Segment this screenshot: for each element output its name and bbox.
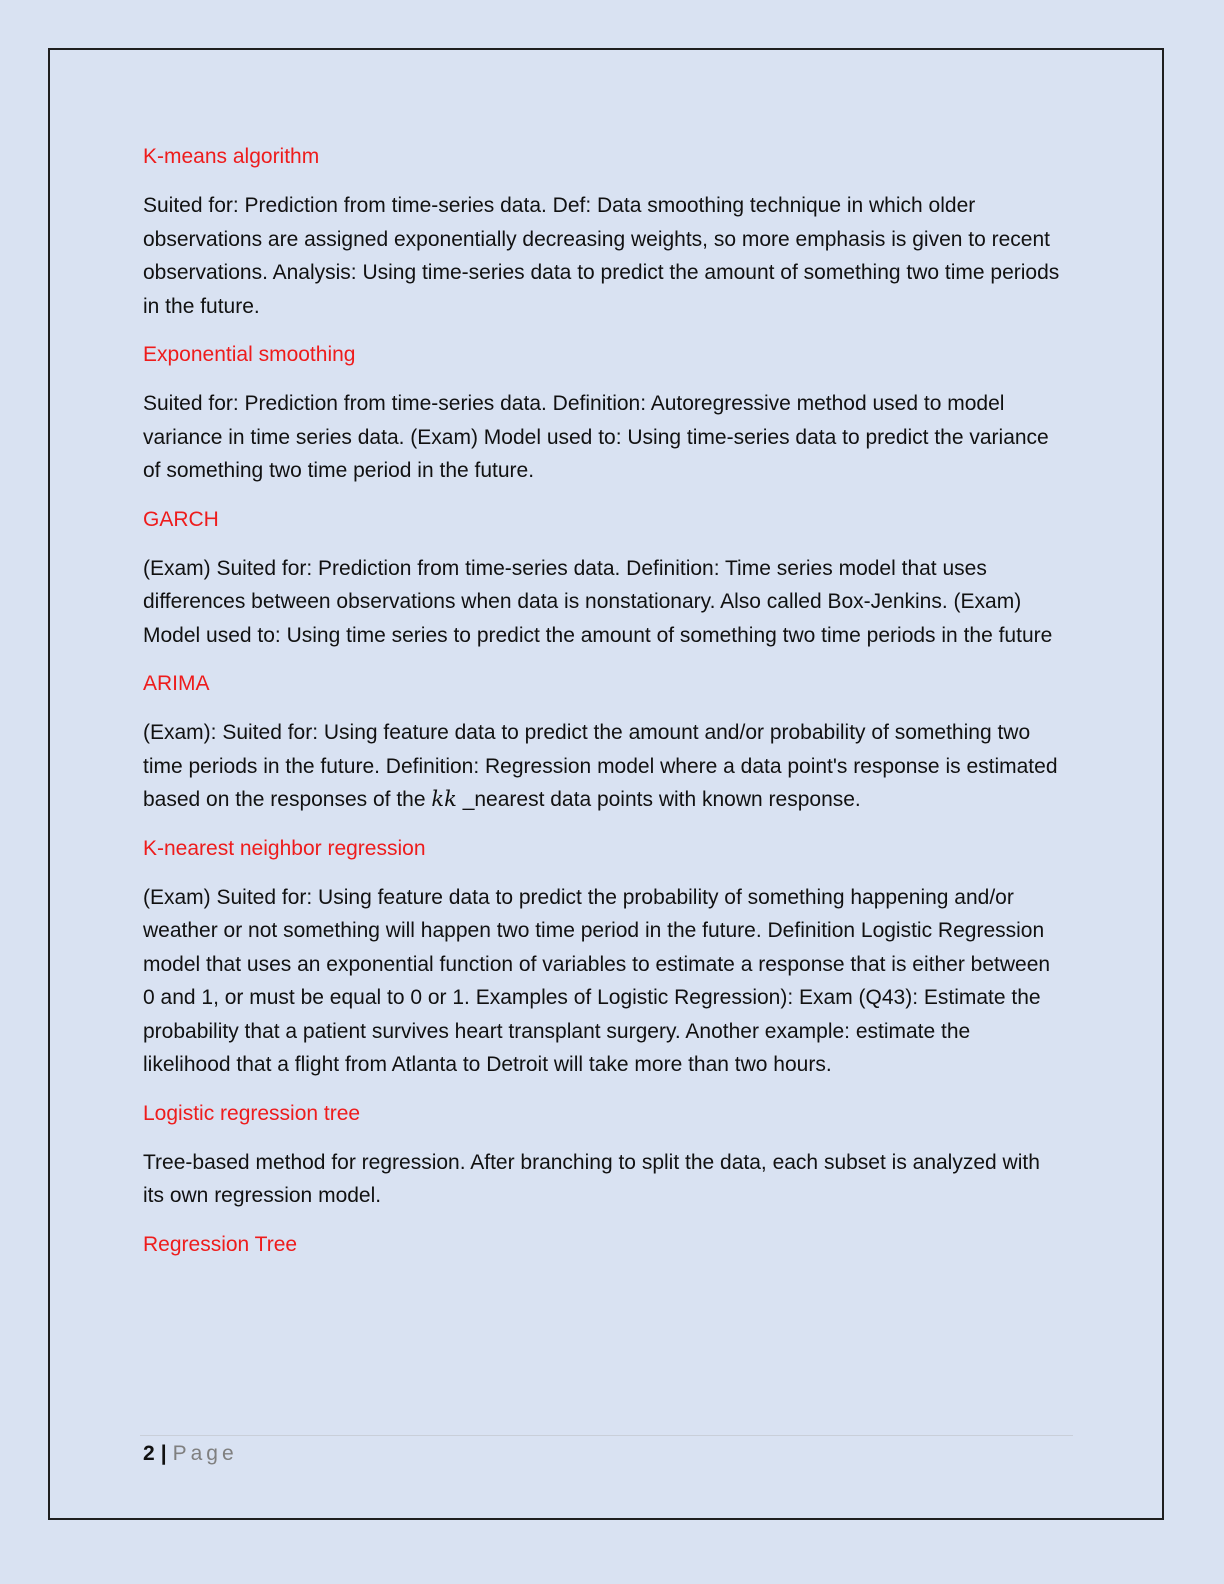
section-text-knn-regression: (Exam) Suited for: Using feature data to predict the probability of something happening and/or weather or not something will happen two time period in the future. Definition Logistic Regression model that uses an exponential function of variables to estimate a response that is either between 0 and 1, or must be equal to 0 or 1. Examples of Logistic Regression): Exam (Q43): Estimate the probability that a patient survives heart transplant surgery. Another example: estimate the likelihood that a flight from Atlanta to Detroit will take more than two hours. — [143, 885, 1051, 1076]
page-label: Page — [172, 1442, 238, 1465]
page-footer — [143, 1440, 238, 1468]
document-body — [143, 140, 1063, 1277]
section-text-exponential-smoothing: Suited for: Prediction from time-series data. Definition: Autoregressive method used to model variance in time series data. (Exam) Model used to: Using time-series data to predict the variance of something two time period in the future. — [143, 392, 1049, 482]
page-number: 2 — [143, 1442, 155, 1465]
section-text-kmeans: Suited for: Prediction from time-series data. Def: Data smoothing technique in which older observations are assigned exponentially decreasing weights, so more emphasis is given to recent observations. Analysis: Using time-series data to predict the amount of something two time periods in the future. — [143, 194, 1060, 318]
section-heading-kmeans: K-means algorithm — [143, 145, 320, 168]
section-heading-knn-regression: K-nearest neighbor regression — [143, 836, 426, 860]
section-text-arima — [143, 716, 1063, 817]
footer-separator: | — [160, 1442, 167, 1465]
footer-divider — [140, 1435, 1073, 1436]
arima-text-before: (Exam): Suited for: Using feature data to predict the amount and/or probability of something two time periods in the future. Definition: Regression model where a data point's response is estimated based on the responses of the — [143, 721, 1058, 811]
math-kk: kk — [431, 787, 457, 811]
section-heading-garch: GARCH — [143, 507, 219, 531]
section-text-logistic-regression-tree: Tree-based method for regression. After branching to split the data, each subset is analyzed with its own regression model. — [143, 1150, 1040, 1207]
section-heading-exponential-smoothing: Exponential smoothing — [143, 343, 356, 366]
section-heading-regression-tree: Regression Tree — [143, 1232, 298, 1256]
section-heading-arima: ARIMA — [143, 672, 210, 695]
section-text-garch: (Exam) Suited for: Prediction from time-series data. Definition: Time series model that uses differences between observations when data is nonstationary. Also called Box-Jenkins. (Exam) Model used to: Using time series to predict the amount of something two time periods in the future — [143, 556, 1053, 647]
arima-text-after: _nearest data points with known response. — [462, 788, 861, 811]
section-heading-logistic-regression-tree: Logistic regression tree — [143, 1101, 361, 1125]
